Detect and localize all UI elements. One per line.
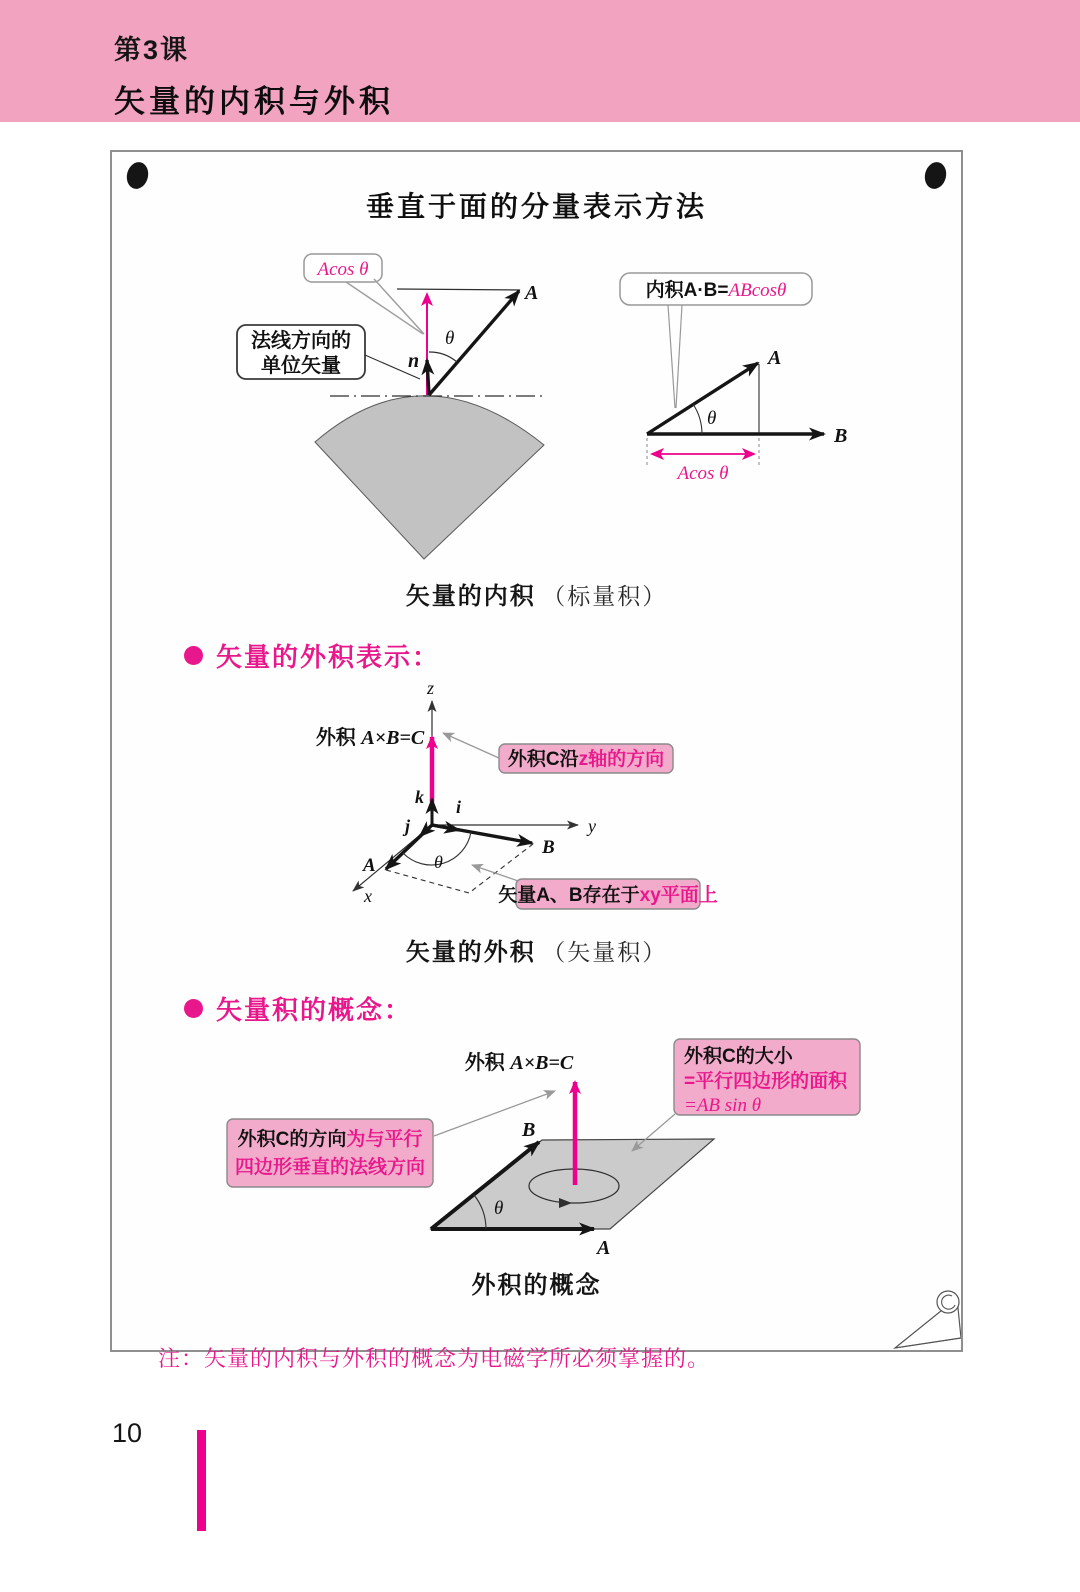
inner-formula-black: 内积A·B=	[645, 280, 729, 301]
projection-top-line	[397, 289, 520, 290]
diagram-cross-product	[316, 678, 718, 909]
inner-box-tail-line2	[676, 305, 682, 408]
concept-magnitude-line1: 外积C的大小	[684, 1046, 793, 1067]
theta-arc	[429, 352, 457, 362]
concept-formula-text	[465, 1050, 574, 1074]
caption-inner-sub: （标量积）	[542, 583, 668, 609]
concept-magnitude-line2: =平行四边形的面积	[684, 1071, 848, 1092]
concept-vector-b-label: B	[522, 1119, 536, 1141]
cross-formula-text	[316, 725, 425, 749]
cross-formula-prefix: 外积	[315, 727, 362, 749]
bullet-dot-icon	[184, 646, 203, 665]
caption-inner-main: 矢量的内积	[405, 583, 536, 610]
theta-label: θ	[445, 328, 455, 349]
caption-outer-product	[112, 932, 961, 967]
panel-heading: 垂直于面的分量表示方法	[365, 191, 707, 222]
page-number: 10	[112, 1418, 143, 1448]
cross-vector-a-label: A	[363, 855, 376, 876]
cross-z-note-leader	[443, 733, 499, 758]
normal-unit-vector-line2: 单位矢量	[261, 355, 341, 377]
concept-theta-label: θ	[494, 1198, 504, 1219]
bullet-outer-representation-label: 矢量的外积表示：	[216, 642, 441, 672]
diagram-inner-product	[620, 273, 847, 484]
concept-direction-line1-black: 外积C的方向	[237, 1129, 347, 1150]
chapter-title: 矢量的内积与外积	[114, 84, 394, 119]
content-panel	[110, 150, 963, 1352]
cross-z-note-pink: z轴的方向	[578, 749, 665, 770]
y-axis-label: y	[588, 816, 596, 836]
concept-formula-prefix: 外积	[464, 1052, 511, 1074]
caption-concept-main: 外积的概念	[471, 1272, 602, 1299]
parallelogram-plane	[431, 1139, 714, 1229]
caption-concept	[112, 1265, 961, 1300]
cross-plane-note-black: 矢量A、B存在于	[498, 885, 640, 906]
inner-theta-arc	[693, 404, 702, 434]
inner-vector-a-arrow	[647, 363, 758, 434]
cross-plane-note-pink: xy平面上	[639, 885, 718, 906]
cross-vector-b-arrow	[432, 825, 532, 843]
concept-direction-line2: 四边形垂直的法线方向	[234, 1157, 426, 1178]
bullet-vector-product-concept-label: 矢量积的概念：	[216, 995, 413, 1025]
caption-outer-sub: （矢量积）	[542, 939, 668, 965]
caption-inner-product	[112, 576, 961, 611]
concept-direction-leader	[434, 1091, 555, 1136]
footnote: 注：矢量的内积与外积的概念为电磁学所必须掌握的。	[158, 1346, 711, 1371]
unit-i-label: i	[456, 797, 462, 817]
lesson-number: 第3课	[114, 35, 190, 65]
cross-plane-note-text	[498, 883, 718, 906]
cross-plane-note-leader	[472, 865, 524, 883]
cross-vector-b-label: B	[542, 837, 555, 858]
normal-unit-vector-line1: 法线方向的	[251, 330, 351, 352]
vector-n-arrow	[427, 360, 429, 395]
inner-box-tail-line1	[668, 305, 675, 408]
diagrams-canvas	[112, 152, 961, 1350]
concept-vector-a-label: A	[597, 1237, 611, 1259]
concept-direction-line1	[238, 1127, 423, 1150]
concept-magnitude-line3: =AB sin θ	[684, 1095, 762, 1116]
unit-k-label: k	[415, 787, 424, 807]
vector-n-label: n	[408, 350, 420, 372]
inner-vector-b-label: B	[834, 425, 848, 447]
concept-formula-math: A×B=C	[510, 1052, 574, 1074]
inner-theta-label: θ	[707, 408, 717, 429]
caption-outer-main: 矢量的外积	[405, 939, 536, 966]
cross-formula-math: A×B=C	[361, 727, 425, 749]
concept-direction-line1-pink: 为与平行	[346, 1129, 423, 1150]
chapter-header-band	[0, 0, 1080, 122]
z-axis-label: z	[427, 678, 435, 698]
inner-acos-label: Acos θ	[677, 463, 729, 484]
vector-a-arrow	[429, 291, 519, 395]
cross-theta-label: θ	[434, 852, 443, 872]
bullet-outer-representation	[184, 637, 440, 674]
vector-a-label: A	[525, 282, 539, 304]
cross-z-note-black: 外积C沿	[507, 749, 579, 770]
inner-formula-pink: ABcosθ	[728, 280, 787, 301]
inner-vector-a-label: A	[768, 347, 782, 369]
bullet-dot-icon	[184, 999, 203, 1018]
inner-formula-text	[646, 278, 787, 301]
acos-callout-text: Acos θ	[317, 259, 369, 280]
accent-bar	[197, 1430, 206, 1531]
diagram-normal-component	[237, 254, 544, 559]
surface-sector-shape	[315, 396, 544, 559]
x-axis-label: x	[364, 886, 372, 906]
diagram-concept	[227, 1039, 860, 1259]
unit-j-label: j	[405, 816, 411, 836]
bullet-vector-product-concept	[184, 990, 412, 1027]
cross-z-note-text	[508, 747, 664, 770]
